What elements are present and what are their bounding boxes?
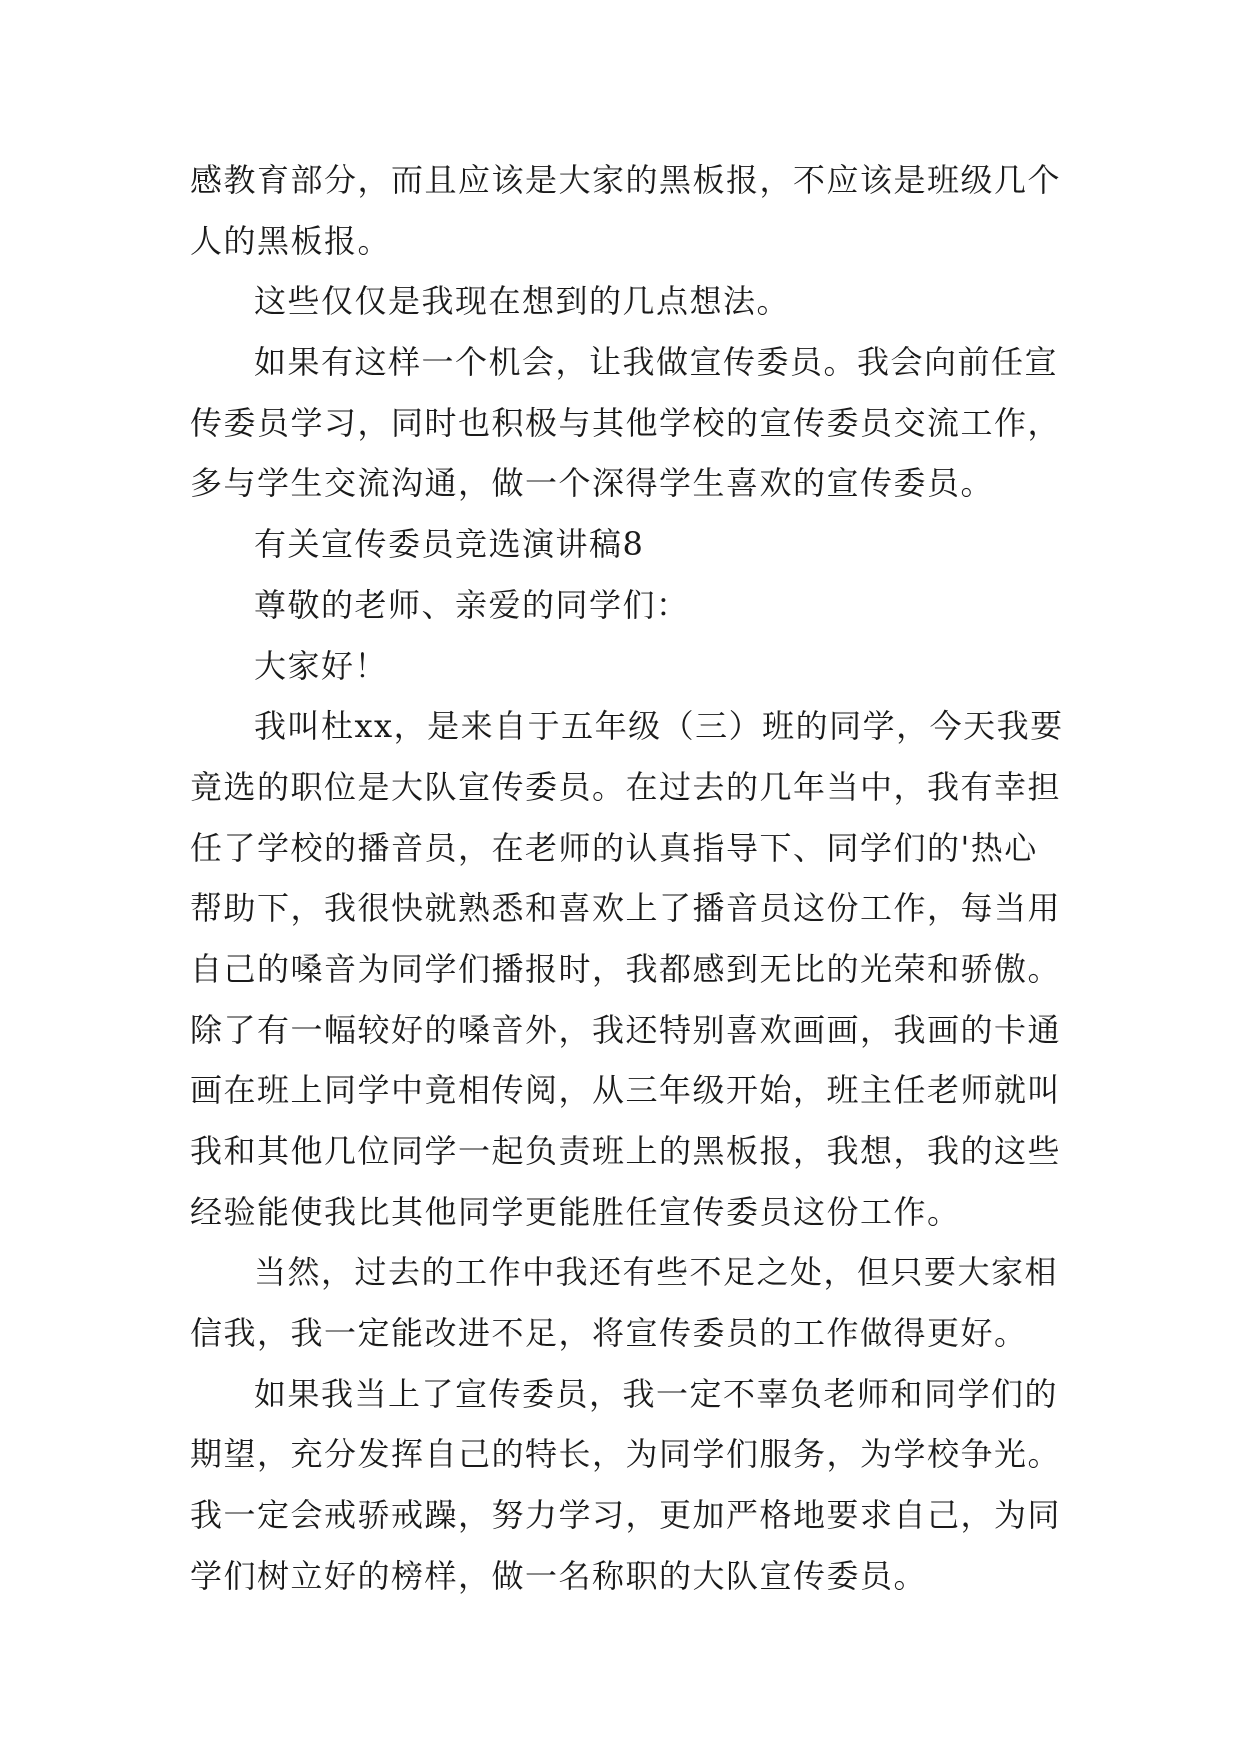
salutation: 尊敬的老师、亲爱的同学们： (254, 585, 690, 624)
document-body (190, 150, 1070, 1607)
text-line: 竟选的职位是大队宣传委员。在过去的几年当中，我有幸担 (190, 767, 1062, 806)
text-line: 除了有一幅较好的嗓音外，我还特别喜欢画画，我画的卡通 (190, 1010, 1062, 1049)
text-line: 传委员学习，同时也积极与其他学校的宣传委员交流工作， (190, 403, 1062, 442)
section-heading: 有关宣传委员竞选演讲稿8 (254, 525, 645, 564)
text-line: 当然，过去的工作中我还有些不足之处，但只要大家相 (254, 1253, 1059, 1292)
text-line: 我和其他几位同学一起负责班上的黑板报，我想，我的这些 (190, 1132, 1062, 1170)
text-line: 帮助下，我很快就熟悉和喜欢上了播音员这份工作，每当用 (190, 889, 1062, 928)
text-line: 感教育部分，而且应该是大家的黑板报，不应该是班级几个 (190, 161, 1062, 199)
text-line: 任了学校的播音员，在老师的认真指导下、同学们的'热心 (190, 828, 1038, 867)
text-line: 自己的嗓音为同学们播报时，我都感到无比的光荣和骄傲。 (190, 949, 1062, 988)
greeting: 大家好！ (254, 646, 389, 685)
text-line: 多与学生交流沟通，做一个深得学生喜欢的宣传委员。 (190, 464, 995, 503)
text-line: 学们树立好的榜样，做一名称职的大队宣传委员。 (190, 1556, 928, 1595)
text-line: 如果有这样一个机会，让我做宣传委员。我会向前任宣 (254, 343, 1059, 382)
text-line: 如果我当上了宣传委员，我一定不辜负老师和同学们的 (254, 1374, 1059, 1413)
text-line: 这些仅仅是我现在想到的几点想法。 (254, 282, 791, 321)
text-line: 信我，我一定能改进不足，将宣传委员的工作做得更好。 (190, 1314, 1028, 1353)
text-line: 我一定会戒骄戒躁，努力学习，更加严格地要求自己，为同 (190, 1496, 1062, 1535)
text-line: 经验能使我比其他同学更能胜任宣传委员这份工作。 (190, 1192, 961, 1231)
text-line: 人的黑板报。 (190, 221, 392, 260)
text-line: 我叫杜xx，是来自于五年级（三）班的同学，今天我要 (254, 707, 1064, 746)
text-line: 期望，充分发挥自己的特长，为同学们服务，为学校争光。 (190, 1435, 1062, 1474)
text-line: 画在班上同学中竟相传阅，从三年级开始，班主任老师就叫 (190, 1071, 1062, 1110)
